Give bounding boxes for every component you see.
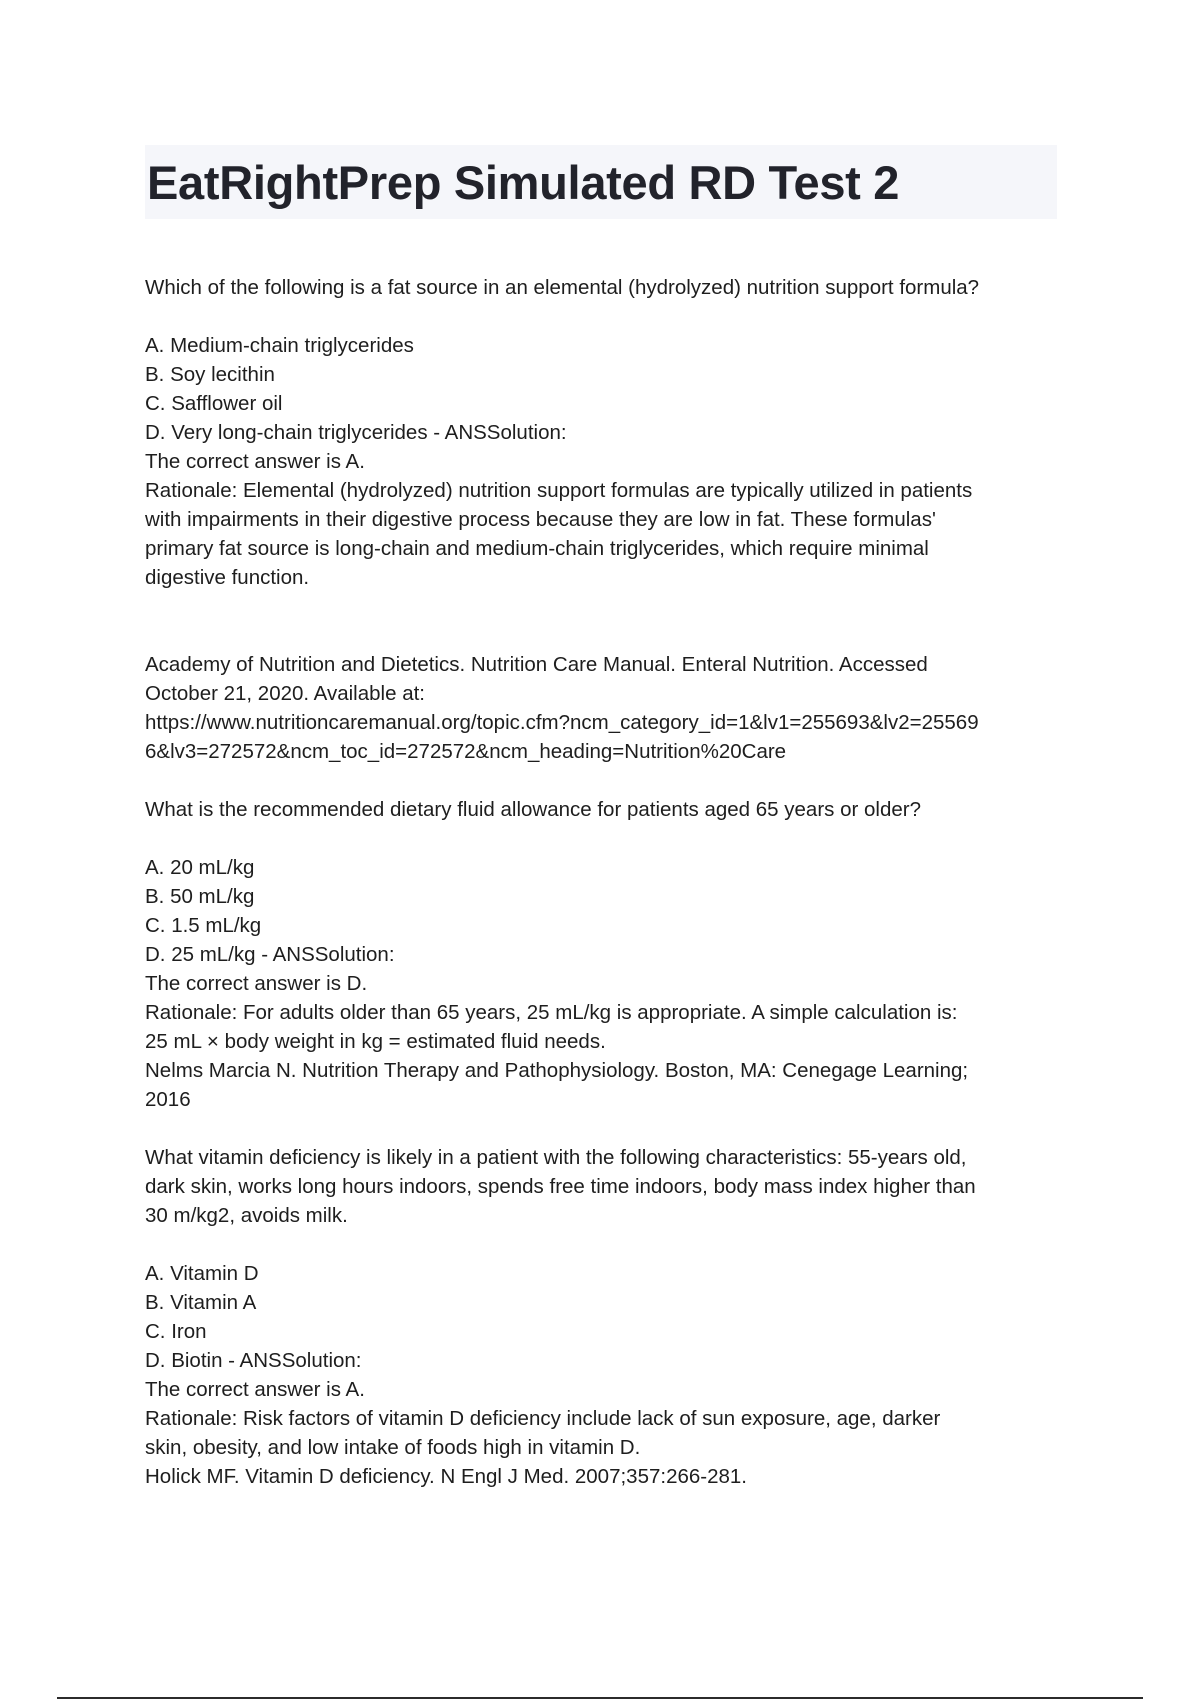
document-page <box>145 145 1057 1491</box>
reference-line: October 21, 2020. Available at: <box>145 682 425 705</box>
reference-line: Nelms Marcia N. Nutrition Therapy and Pathophysiology. Boston, MA: Cenegage Learning; <box>145 1059 969 1082</box>
reference-line: 6&lv3=272572&ncm_toc_id=272572&ncm_heading=Nutrition%20Care <box>145 740 787 763</box>
rationale-line: skin, obesity, and low intake of foods high in vitamin D. <box>145 1436 641 1459</box>
option-b: B. Soy lecithin <box>145 363 275 386</box>
option-d: D. 25 mL/kg - ANSSolution: <box>145 943 395 966</box>
rationale-line: Rationale: Elemental (hydrolyzed) nutrition support formulas are typically utilized in patients <box>145 479 973 502</box>
option-d: D. Biotin - ANSSolution: <box>145 1349 362 1372</box>
option-c: C. Safflower oil <box>145 392 283 415</box>
answer-text: The correct answer is A. <box>145 450 365 473</box>
reference-line: Holick MF. Vitamin D deficiency. N Engl J Med. 2007;357:266-281. <box>145 1465 748 1488</box>
question-text: dark skin, works long hours indoors, spends free time indoors, body mass index higher than <box>145 1175 976 1198</box>
question-2 <box>145 795 1057 1114</box>
question-text: What is the recommended dietary fluid allowance for patients aged 65 years or older? <box>145 798 922 821</box>
question-text: Which of the following is a fat source in an elemental (hydrolyzed) nutrition support formula? <box>145 276 980 299</box>
rationale-line: 25 mL × body weight in kg = estimated fluid needs. <box>145 1030 606 1053</box>
question-3 <box>145 1143 1057 1491</box>
option-c: C. Iron <box>145 1320 207 1343</box>
question-1 <box>145 273 1057 766</box>
reference-line: 2016 <box>145 1088 191 1111</box>
option-a: A. Medium-chain triglycerides <box>145 334 414 357</box>
rationale-line: Rationale: For adults older than 65 years, 25 mL/kg is appropriate. A simple calculation is: <box>145 1001 958 1024</box>
option-b: B. 50 mL/kg <box>145 885 255 908</box>
question-text: What vitamin deficiency is likely in a patient with the following characteristics: 55-years old, <box>145 1146 967 1169</box>
question-text: 30 m/kg2, avoids milk. <box>145 1204 348 1227</box>
rationale-line: with impairments in their digestive process because they are low in fat. These formulas' <box>145 508 936 531</box>
option-a: A. Vitamin D <box>145 1262 259 1285</box>
rationale-line: primary fat source is long-chain and medium-chain triglycerides, which require minimal <box>145 537 929 560</box>
reference-line: Academy of Nutrition and Dietetics. Nutrition Care Manual. Enteral Nutrition. Accessed <box>145 653 928 676</box>
title-bar <box>145 145 1057 219</box>
rationale-line: Rationale: Risk factors of vitamin D deficiency include lack of sun exposure, age, darker <box>145 1407 941 1430</box>
reference-line: https://www.nutritioncaremanual.org/topic.cfm?ncm_category_id=1&lv1=255693&lv2=25569 <box>145 711 979 734</box>
option-d: D. Very long-chain triglycerides - ANSSolution: <box>145 421 567 444</box>
footer-divider <box>57 1697 1143 1699</box>
page-title: EatRightPrep Simulated RD Test 2 <box>147 155 900 209</box>
option-b: B. Vitamin A <box>145 1291 257 1314</box>
answer-text: The correct answer is D. <box>145 972 368 995</box>
option-c: C. 1.5 mL/kg <box>145 914 262 937</box>
option-a: A. 20 mL/kg <box>145 856 255 879</box>
rationale-line: digestive function. <box>145 566 310 589</box>
answer-text: The correct answer is A. <box>145 1378 365 1401</box>
